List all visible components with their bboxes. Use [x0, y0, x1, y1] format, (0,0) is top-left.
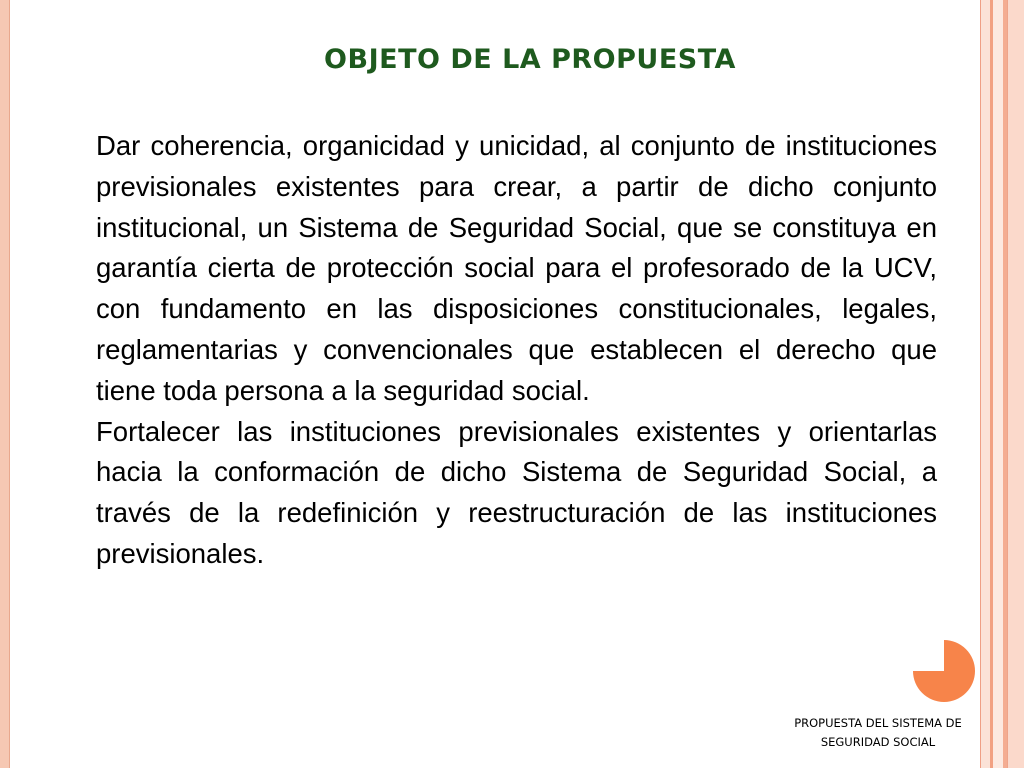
footer-line-2: SEGURIDAD SOCIAL	[820, 735, 936, 749]
pie-shape	[913, 640, 975, 702]
left-border-frame	[0, 0, 10, 768]
body-paragraph-1: Dar coherencia, organicidad y unicidad, al conjunto de instituciones previsionales existentes para crear, a partir de dicho conjunto institucional, un Sistema de Seguridad Social, que se constituya en garantía cierta de protección social para el profesorado de la UCV, con fundamento en las disposiciones constitucionales, legales, reglamentarias y convencionales que establecen el derecho que tiene toda persona a la seguridad social.	[96, 130, 937, 406]
border-stripe	[1007, 0, 1024, 768]
slide-title: OBJETO DE LA PROPUESTA	[324, 44, 736, 75]
right-border-stripes	[980, 0, 1024, 768]
body-paragraph-2: Fortalecer las instituciones previsionales existentes y orientarlas hacia la conformación de dicho Sistema de Seguridad Social, a través de la redefinición y reestructuración de las instituciones previsionales.	[96, 415, 937, 569]
slide-footer	[770, 714, 986, 752]
pie-quarter-cutout-icon	[913, 640, 975, 702]
footer-line-1: PROPUESTA DEL SISTEMA DE	[794, 716, 962, 730]
border-stripe	[993, 0, 1003, 768]
slide-body	[96, 126, 937, 575]
border-stripe	[980, 0, 990, 768]
